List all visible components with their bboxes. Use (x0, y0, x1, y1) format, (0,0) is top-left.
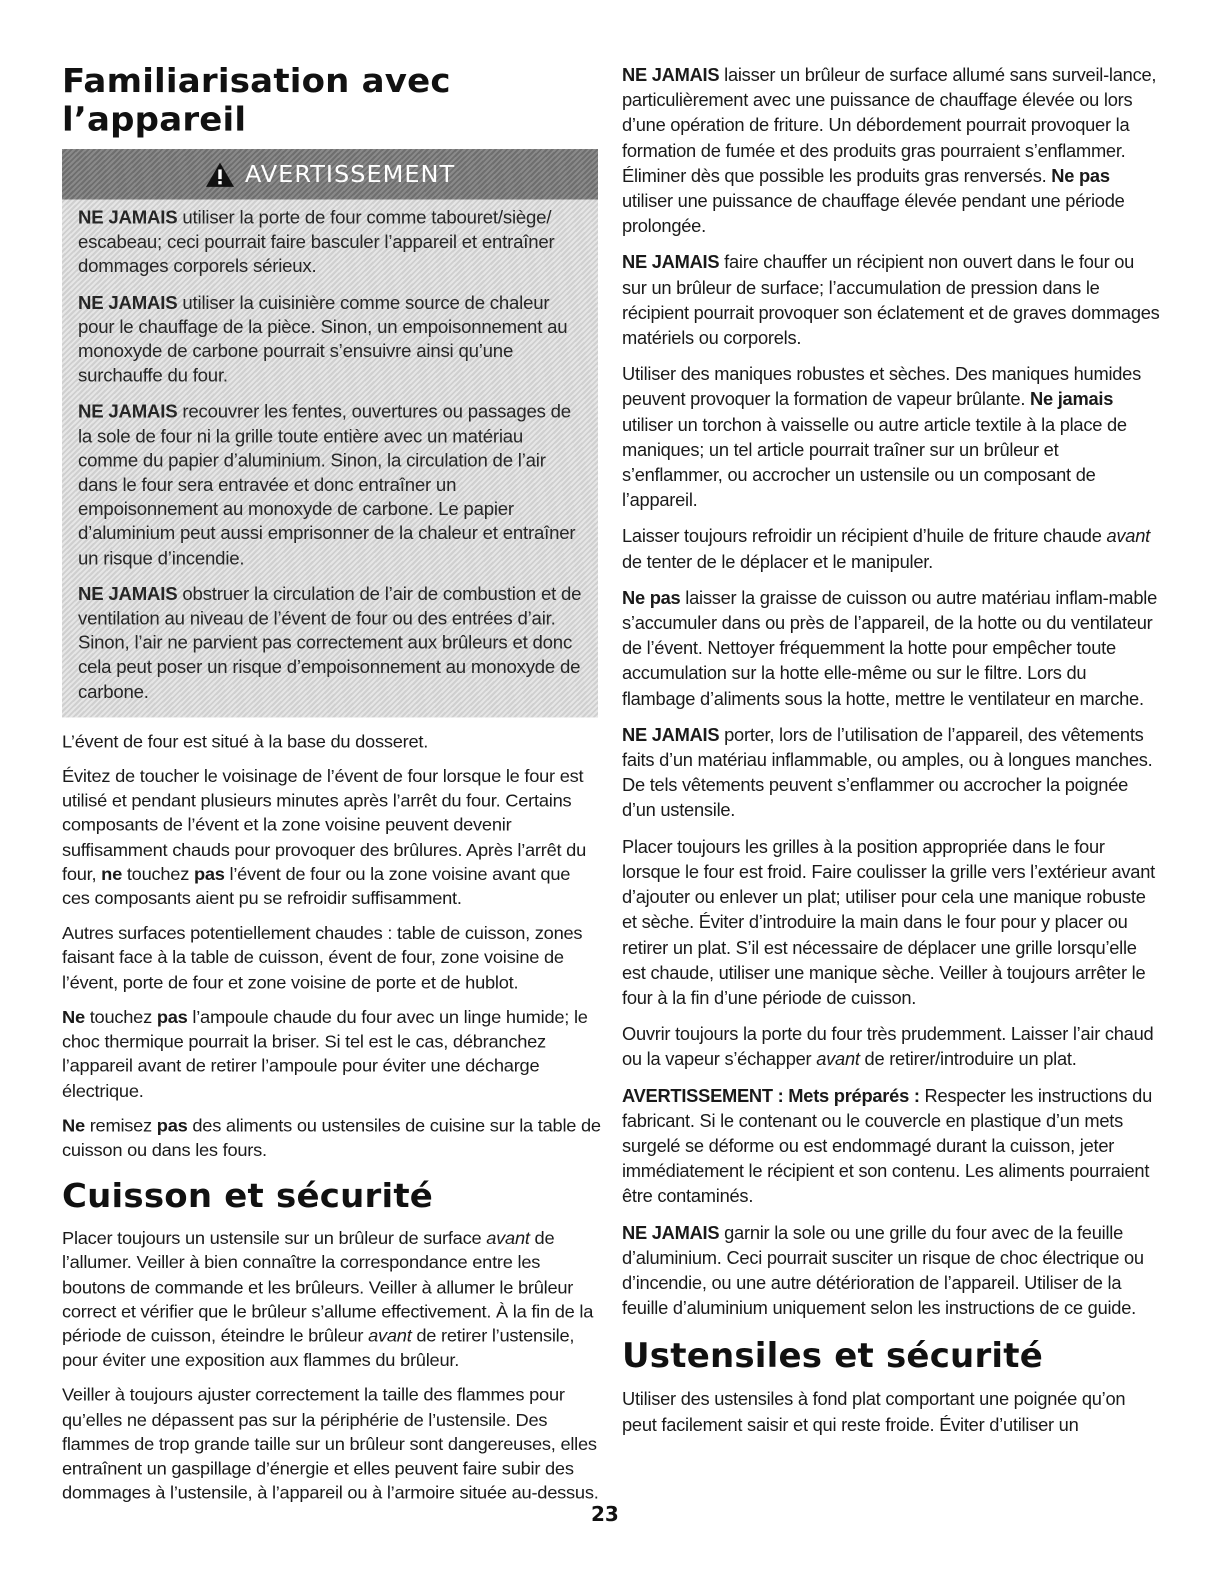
warning-title: AVERTISSEMENT (244, 160, 456, 188)
paragraph: Placer toujours les grilles à la position appropriée dans le four lorsque le four est froid. Faire coulisser la grille vers l’extérieur avant d’ajouter ou enlever un plat; utiliser pour cela une manique robuste et sèche. Éviter d’introduire la main dans le four pour y placer ou retirer un plat. S’il est nécessaire de déplacer une grille lorsqu’elle est chaude, utiliser une manique sèche. Veiller à toujours arrêter le four à la fin d’une période de cuisson. (622, 835, 1155, 1008)
paragraph: Ne pas laisser la graisse de cuisson ou autre matériau inflam-mable s’accumuler dans ou près de l’appareil, de la hotte ou du ventilateur de l’évent. Nettoyer fréquemment la hotte pour empêcher toute accumulation sur la hotte elle-même ou sur le filtre. Lors du flambage d’aliments sous la hotte, mettre le ventilateur en marche. (622, 586, 1157, 709)
warning-item: NE JAMAIS utiliser la porte de four comme tabouret/siège/ escabeau; ceci pourrait faire basculer l’appareil et entraîner dommages corporels sérieux. (78, 207, 555, 277)
paragraph: Utiliser des ustensiles à fond plat comportant une poignée qu’on peut facilement saisir et qui reste froide. Éviter d’utiliser un (622, 1388, 1126, 1435)
paragraph: NE JAMAIS faire chauffer un récipient non ouvert dans le four ou sur un brûleur de surface; l’accumulation de pression dans le récipient pourrait provoquer son éclatement et de graves dommages matériels ou corporels. (622, 251, 1160, 349)
paragraph: Ouvrir toujours la porte du four très prudemment. Laisser l’air chaud ou la vapeur s’échapper avant de retirer/introduire un plat. (622, 1023, 1154, 1070)
paragraph: Ne touchez pas l’ampoule chaude du four avec un linge humide; le choc thermique pourrait la briser. Si tel est le cas, débranchez l’appareil avant de retirer l’ampoule pour éviter une décharge électrique. (62, 1006, 588, 1101)
paragraph: NE JAMAIS garnir la sole ou une grille du four avec de la feuille d’aluminium. Ceci pourrait susciter un risque de choc électrique ou d’incendie, ou une autre détérioration de l’appareil. Utiliser de la feuille d’aluminium uniquement selon les instructions de ce guide. (622, 1221, 1144, 1319)
warning-header (62, 149, 598, 199)
warning-item: NE JAMAIS utiliser la cuisinière comme source de chaleur pour le chauffage de la pièce. Sinon, un empoisonnement au monoxyde de carbone pourrait s’ensuivre ainsi qu’une surchauffe du four. (78, 292, 568, 386)
warning-triangle-icon (205, 161, 235, 187)
paragraph: Laisser toujours refroidir un récipient d’huile de friture chaude avant de tenter de le déplacer et le manipuler. (622, 525, 1150, 572)
left-column (62, 62, 602, 1515)
paragraph: L’évent de four est situé à la base du dosseret. (62, 730, 429, 752)
paragraph: Veiller à toujours ajuster correctement la taille des flammes pour qu’elles ne dépassent pas sur la périphérie de l’ustensile. Des flammes de trop grande taille sur un brûleur sont dangereuses, elles entraînent un gaspillage d’énergie et elles peuvent faire subir des dommages à l’ustensile, à l’appareil ou à l’armoire située au-dessus. (62, 1384, 599, 1503)
page-number: 23 (591, 1502, 619, 1526)
right-column (622, 62, 1162, 1448)
paragraph: Autres surfaces potentiellement chaudes : table de cuisson, zones faisant face à la table de cuisson, évent de four, zone voisine de l’évent, porte de four et zone voisine de porte et de hublot. (62, 922, 583, 992)
paragraph: AVERTISSEMENT : Mets préparés : Respecter les instructions du fabricant. Si le contenant ou le couvercle en plastique d’un mets surgelé se déforme ou est endommagé durant la cuisson, jeter immédiatement le récipient et son contenu. Les aliments pourraient être contaminés. (622, 1084, 1152, 1207)
warning-box (62, 149, 598, 717)
section-title: Cuisson et sécurité (62, 1177, 434, 1216)
paragraph: Évitez de toucher le voisinage de l’évent de four lorsque le four est utilisé et pendant plusieurs minutes après l’arrêt du four. Certains composants de l’évent et la zone voisine peuvent devenir suffisamment chauds pour provoquer des brûlures. Après l’arrêt du four, ne touchez pas l’évent de four ou la zone voisine avant que ces composants aient pu se refroidir suffisamment. (62, 765, 587, 909)
paragraph: NE JAMAIS porter, lors de l’utilisation de l’appareil, des vêtements faits d’un matériau inflammable, ou amples, ou à longues manches. De tels vêtements peuvent s’enflammer ou accrocher la poignée d’un ustensile. (622, 723, 1153, 821)
paragraph: NE JAMAIS laisser un brûleur de surface allumé sans surveil-lance, particulièrement avec une puissance de chauffage élevée ou lors d’une opération de friture. Un débordement pourrait provoquer la formation de fumée et des produits gras pourraient s’enflammer. Éliminer dès que possible les produits gras renversés. Ne pas utiliser une puissance de chauffage élevée pendant une période prolongée. (622, 64, 1157, 237)
paragraph: Utiliser des maniques robustes et sèches. Des maniques humides peuvent provoquer la formation de vapeur brûlante. Ne jamais utiliser un torchon à vaisselle ou autre article textile à la place de maniques; un tel article pourrait traîner sur un brûleur et s’enflammer, ou accrocher un ustensile ou un composant de l’appareil. (622, 363, 1141, 511)
section-title: Ustensiles et sécurité (622, 1336, 1043, 1377)
paragraph: Ne remisez pas des aliments ou ustensiles de cuisine sur la table de cuisson ou dans les fours. (62, 1114, 601, 1160)
paragraph: Placer toujours un ustensile sur un brûleur de surface avant de l’allumer. Veiller à bien connaître la correspondance entre les boutons de commande et les brûleurs. Veiller à allumer le brûleur correct et vérifier que le brûleur s’allume effectivement. À la fin de la période de cuisson, éteindre le brûleur avant de retirer l’ustensile, pour éviter une exposition aux flammes du brûleur. (62, 1227, 594, 1370)
warning-item: NE JAMAIS obstruer la circulation de l’air de combustion et de ventilation au niveau de l’évent de four ou des entrées d’air. Sinon, l’air ne parvient pas correctement aux brûleurs et donc cela peut poser un risque d’empoisonnement au monoxyde de carbone. (78, 583, 582, 702)
warning-item: NE JAMAIS recouvrer les fentes, ouvertures ou passages de la sole de four ni la grille toute entière avec un matériau comme du papier d’aluminium. Sinon, la circulation de l’air dans le four sera entravée et donc entraîner un empoisonnement au monoxyde de carbone. Le papier d’aluminium peut aussi emprisonner de la chaleur et entraîner un risque d’incendie. (78, 401, 576, 568)
page-title: Familiarisation avec l’appareil (62, 62, 451, 140)
